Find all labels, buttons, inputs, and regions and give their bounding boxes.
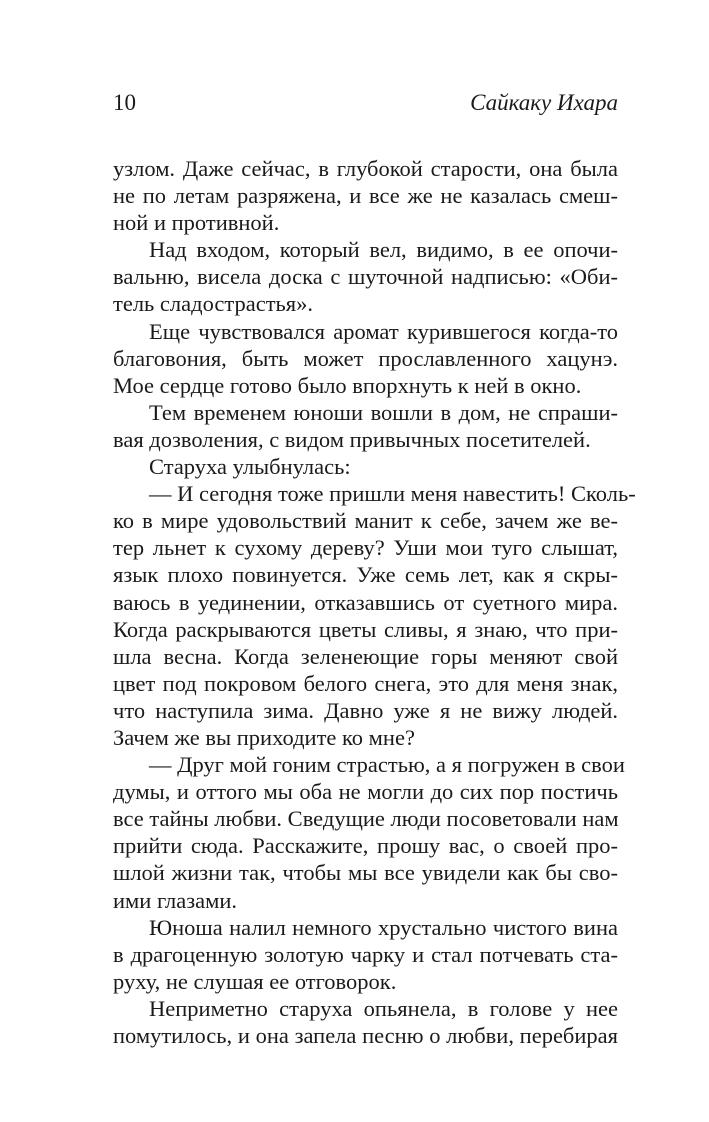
text-line: Тем временем юноши вошли в дом, не спраши- [149, 399, 618, 425]
text-line: не по летам разряжена, и все же не казалась смеш- [113, 183, 618, 209]
text-line: что наступила зима. Давно уже я не вижу людей. [113, 697, 618, 723]
text-line: Еще чувствовался аромат курившегося когда-то [149, 318, 618, 344]
text-line: — Друг мой гоним страстью, а я погружен в свои [149, 752, 625, 778]
text-line: узлом. Даже сейчас, в глубокой старости, она была [113, 156, 618, 181]
text-line: руху, не слушая ее отговорок. [113, 968, 397, 994]
text-line: Когда раскрываются цветы сливы, я знаю, что при- [113, 616, 618, 642]
text-line: все тайны любви. Сведущие люди посоветовали нам [113, 806, 619, 832]
text-line: вальню, висела доска с шуточной надписью: «Оби- [113, 264, 618, 290]
text-line: Неприметно старуха опьянела, в голове у нее [149, 995, 618, 1021]
text-line: думы, и оттого мы оба не могли до сих пор постичь [113, 779, 618, 805]
text-line: язык плохо повинуется. Уже семь лет, как я скры- [113, 562, 618, 588]
text-line: тер льнет к сухому дереву? Уши мои туго слышат, [113, 535, 618, 561]
text-line: ваюсь в уединении, отказавшись от суетного мира. [113, 589, 618, 615]
text-line: Мое сердце готово было впорхнуть к ней в окно. [113, 372, 582, 398]
body-text [113, 155, 636, 1049]
text-line: — И сегодня тоже пришли меня навестить! Сколь- [149, 481, 636, 507]
text-line: цвет под покровом белого снега, это для меня знак, [113, 670, 618, 696]
text-line: ими глазами. [113, 887, 238, 913]
text-line: шлой жизни так, чтобы мы все увидели как бы сво- [113, 860, 618, 886]
text-line: ной и противной. [113, 210, 280, 236]
text-line: тель сладострастья». [113, 291, 314, 317]
text-line: Над входом, который вел, видимо, в ее опочи- [149, 237, 618, 263]
text-line: в драгоценную золотую чарку и стал потчевать ста- [113, 941, 618, 967]
text-line: шла весна. Когда зеленеющие горы меняют свой [113, 643, 618, 669]
text-line: ко в мире удовольствий манит к себе, зачем же ве- [113, 508, 618, 534]
text-line: благовония, быть может прославленного хацунэ. [113, 345, 618, 371]
text-line: прийти сюда. Расскажите, прошу вас, о своей про- [113, 833, 618, 859]
running-head [113, 86, 618, 120]
text-line: Старуха улыбнулась: [149, 454, 351, 480]
text-line: помутилось, и она запела песню о любви, перебирая [113, 1023, 618, 1048]
text-line: Юноша налил немного хрустально чистого вина [149, 914, 618, 940]
running-title: Сайкаку Ихара [470, 90, 618, 115]
text-line: Зачем же вы приходите ко мне? [113, 724, 415, 750]
text-line: вая дозволения, с видом привычных посетителей. [113, 426, 591, 452]
page-number: 10 [113, 90, 136, 115]
